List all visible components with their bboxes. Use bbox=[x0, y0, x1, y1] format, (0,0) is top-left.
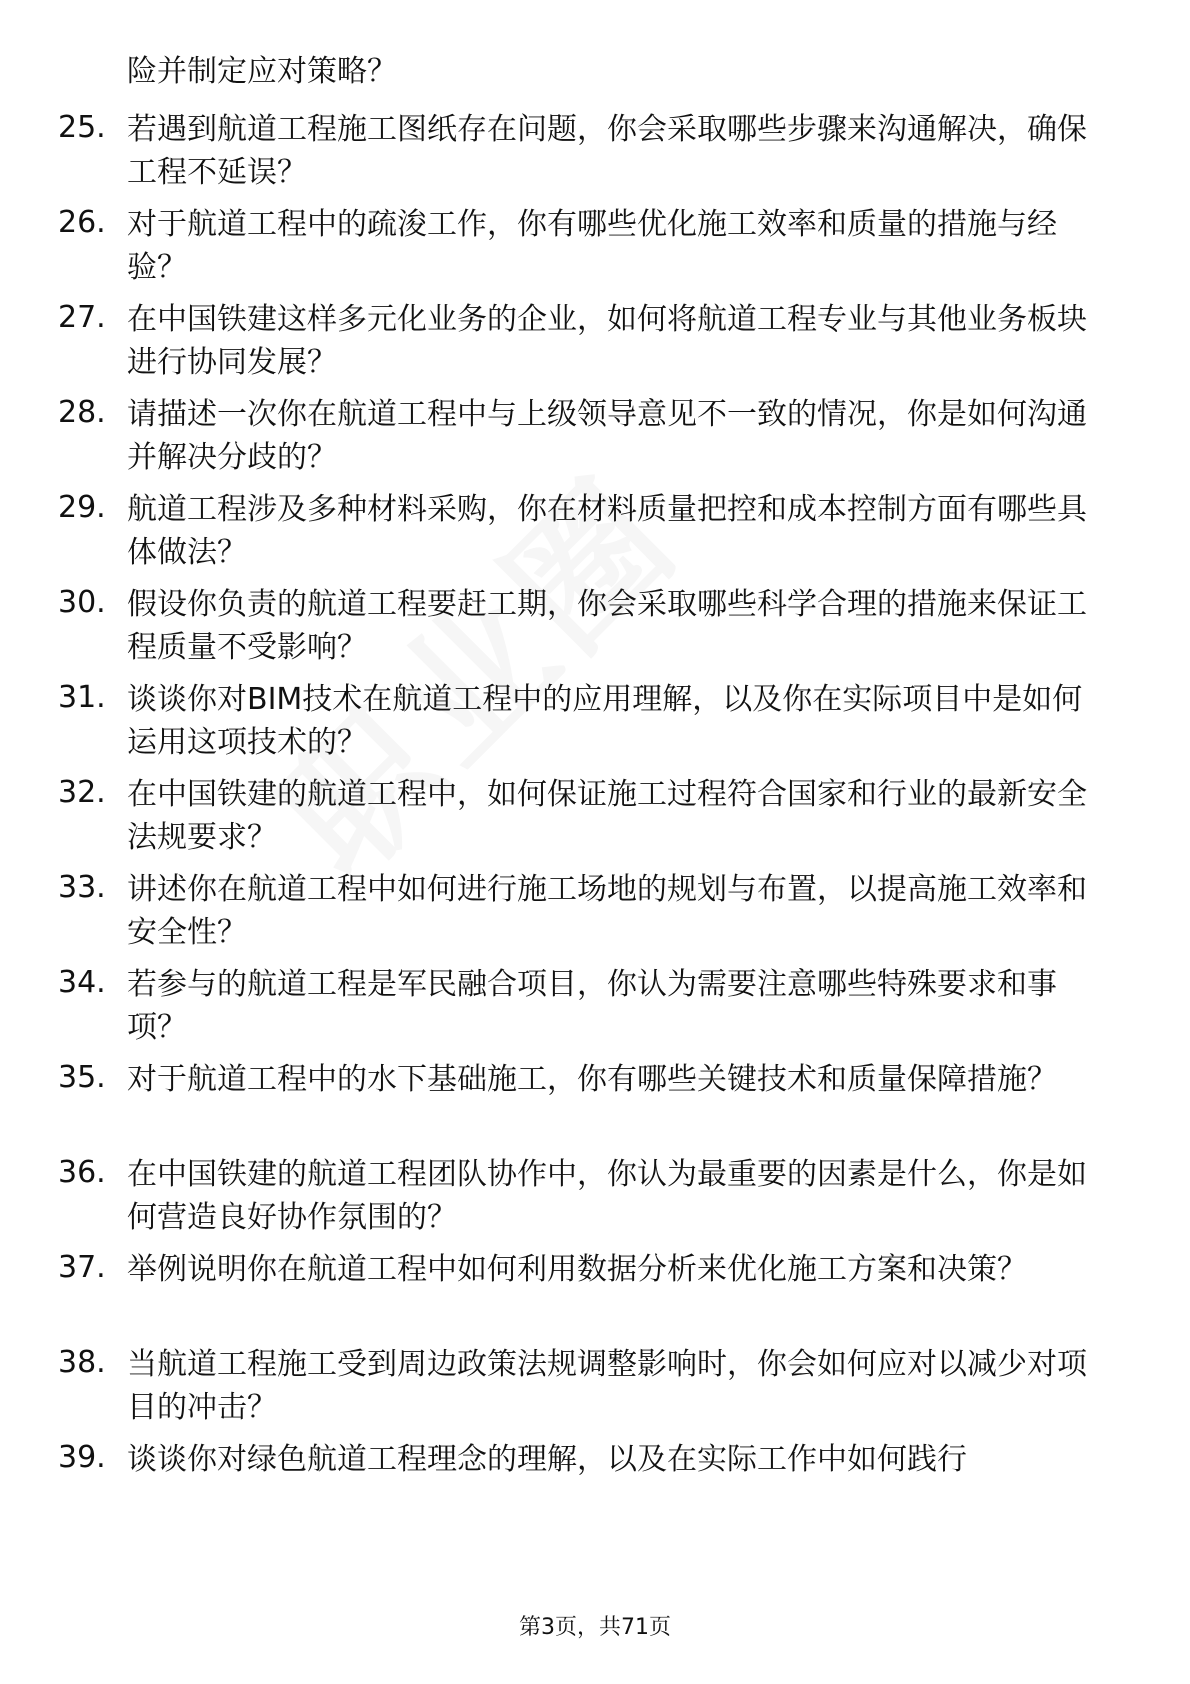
item-number: 27. bbox=[58, 300, 106, 335]
item-number: 32. bbox=[58, 775, 106, 810]
item-number: 36. bbox=[58, 1155, 106, 1190]
item-text: 若遇到航道工程施工图纸存在问题，你会采取哪些步骤来沟通解决，确保工程不延误？ bbox=[127, 112, 1087, 190]
item-number: 30. bbox=[58, 585, 106, 620]
item-text: 讲述你在航道工程中如何进行施工场地的规划与布置，以提高施工效率和安全性？ bbox=[127, 872, 1087, 950]
item-number: 29. bbox=[58, 490, 106, 525]
item-number: 37. bbox=[58, 1250, 106, 1285]
page-footer: 第3页，共71页 bbox=[519, 1615, 671, 1640]
item-number: 34. bbox=[58, 965, 106, 1000]
item-text: 在中国铁建这样多元化业务的企业，如何将航道工程专业与其他业务板块进行协同发展？ bbox=[127, 302, 1087, 380]
item-number: 33. bbox=[58, 870, 106, 905]
item-text: 举例说明你在航道工程中如何利用数据分析来优化施工方案和决策？ bbox=[127, 1252, 1027, 1287]
item-number: 31. bbox=[58, 680, 106, 715]
item-number: 26. bbox=[58, 205, 106, 240]
item-number: 39. bbox=[58, 1440, 106, 1475]
item-text: 在中国铁建的航道工程团队协作中，你认为最重要的因素是什么，你是如何营造良好协作氛围的？ bbox=[127, 1157, 1087, 1235]
item-number: 28. bbox=[58, 395, 106, 430]
item-text: 航道工程涉及多种材料采购，你在材料质量把控和成本控制方面有哪些具体做法？ bbox=[127, 492, 1087, 570]
item-text: 请描述一次你在航道工程中与上级领导意见不一致的情况，你是如何沟通并解决分歧的？ bbox=[127, 397, 1087, 475]
item-text: 对于航道工程中的疏浚工作，你有哪些优化施工效率和质量的措施与经验？ bbox=[127, 207, 1057, 285]
item-number: 38. bbox=[58, 1345, 106, 1380]
item-number: 25. bbox=[58, 110, 106, 145]
item-number: 35. bbox=[58, 1060, 106, 1095]
item-text: 谈谈你对绿色航道工程理念的理解，以及在实际工作中如何践行 bbox=[127, 1442, 967, 1477]
item-text: 谈谈你对BIM技术在航道工程中的应用理解，以及你在实际项目中是如何运用这项技术的？ bbox=[127, 682, 1083, 760]
item-text: 若参与的航道工程是军民融合项目，你认为需要注意哪些特殊要求和事项？ bbox=[127, 967, 1057, 1045]
continuation-text: 险并制定应对策略？ bbox=[127, 54, 397, 89]
item-text: 假设你负责的航道工程要赶工期，你会采取哪些科学合理的措施来保证工程质量不受影响？ bbox=[127, 587, 1087, 665]
item-text: 在中国铁建的航道工程中，如何保证施工过程符合国家和行业的最新安全法规要求？ bbox=[127, 777, 1087, 855]
item-text: 当航道工程施工受到周边政策法规调整影响时，你会如何应对以减少对项目的冲击？ bbox=[127, 1347, 1087, 1425]
item-text: 对于航道工程中的水下基础施工，你有哪些关键技术和质量保障措施？ bbox=[127, 1062, 1057, 1097]
